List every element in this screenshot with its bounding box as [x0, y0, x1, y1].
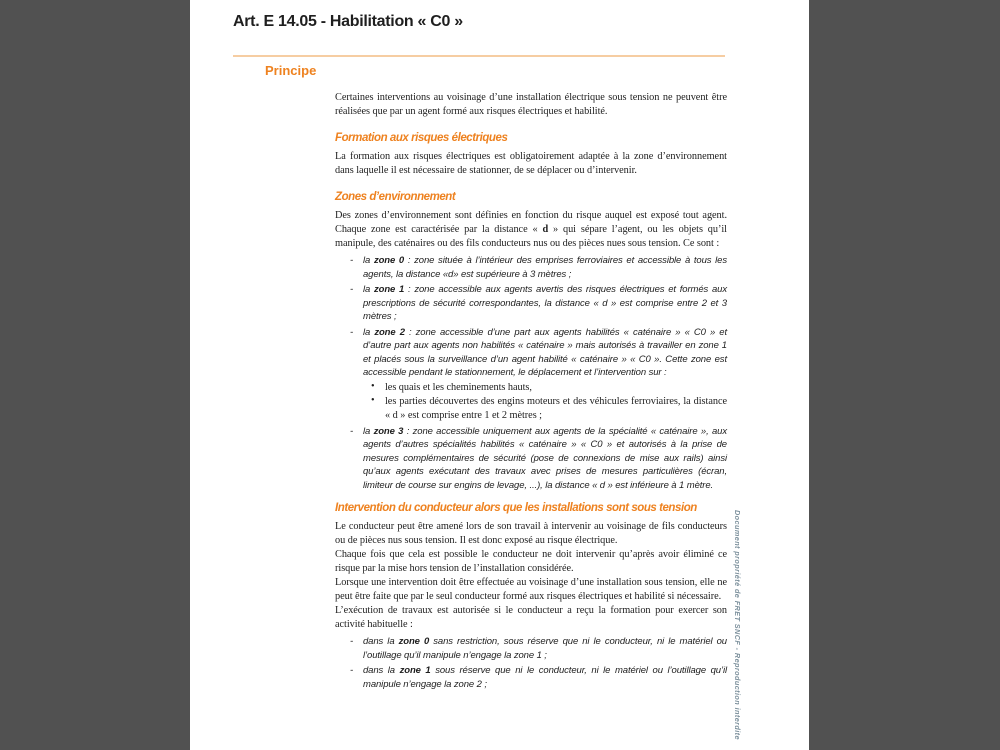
document-page — [190, 0, 809, 750]
zone-item-1-text: : zone accessible aux agents avertis des risques électriques et formés aux prescriptions de sécurité correspondantes, la distance « d » est comprise entre 2 et 3 mètres ; — [363, 284, 728, 322]
conductor-zone-item-1-term: zone 1 — [399, 665, 431, 677]
title-rule — [233, 55, 725, 57]
zone-item-0-text: : zone située à l’intérieur des emprises ferroviaires et accessible à tous les agents, la distance «d» est supérieure à 3 mètres ; — [363, 255, 727, 280]
heading-formation: Formation aux risques électriques — [335, 132, 508, 144]
conductor-zone-item-1 — [335, 664, 727, 691]
intervention-paragraph-3: L’exécution de travaux est autorisée si le conducteur a reçu la formation pour exercer son activité habituelle : — [335, 605, 727, 631]
zone-item-0-term: zone 0 — [373, 255, 405, 266]
zones-intro-after: » qui sépare l’agent, ou les objets qu’il manipule, des caténaires ou des fils conducteurs nus ou des pièces nues sous tension. Ce sont : — [335, 224, 727, 249]
conductor-zone-item-0-lead: dans la — [363, 636, 399, 648]
content-column — [335, 91, 727, 693]
intervention-paragraph-1: Chaque fois que cela est possible le conducteur ne doit intervenir qu’après avoir éliminé ce risque par la mise hors tension de l’installation considérée. — [335, 549, 727, 575]
zone-list — [335, 254, 727, 492]
conductor-zone-item-1-lead: dans la — [363, 665, 400, 677]
zone-item-0 — [335, 254, 727, 281]
zone2-sub-item-0: • les quais et les cheminements hauts, — [363, 381, 727, 395]
zone-item-3-text: : zone accessible uniquement aux agents de la spécialité « caténaire », aux agents d’autres spécialités habilités « caténaire » « C0 » et autorisés à la prise de mesures complémentaires de sécurité (pose de connexions de mise aux rails) ainsi qu’aux agents exécutant des travaux avec prises de mesures particulières (écran, limiteur de course sur engins de levage, ...), la distance « d » est inférieure à 1 mètre. — [363, 425, 728, 491]
conductor-zone-item-0-term: zone 0 — [398, 636, 430, 648]
conductor-zone-item-0-text: sans restriction, sous réserve que ni le conducteur, ni le matériel ou l’outillage qu’il manipule n’engage la zone 1 ; — [363, 636, 727, 661]
zones-intro-before: Des zones d’environnement sont définies en fonction du risque auquel est exposé tout agent. Chaque zone est caractérisée par la distance « — [335, 210, 727, 235]
zone-item-1 — [335, 283, 727, 324]
zones-intro-bold-d: d — [542, 224, 549, 235]
page-title: Art. E 14.05 - Habilitation « C0 » — [233, 13, 463, 30]
section-heading-principe: Principe — [265, 63, 317, 78]
zone-item-2 — [335, 326, 727, 423]
heading-intervention: Intervention du conducteur alors que les installations sont sous tension — [335, 502, 697, 515]
zone-item-0-lead: la — [363, 255, 374, 266]
zone-item-3-lead: la — [363, 425, 374, 437]
zone-item-3-term: zone 3 — [373, 425, 404, 437]
heading-zones: Zones d’environnement — [335, 191, 456, 203]
zone-item-1-lead: la — [363, 284, 374, 295]
formation-paragraph: La formation aux risques électriques est obligatoirement adaptée à la zone d’environnement dans laquelle il est nécessaire de stationner, de se déplacer ou d’intervenir. — [335, 151, 727, 176]
intro-paragraph: Certaines interventions au voisinage d’une installation électrique sous tension ne peuvent être réalisées que par un agent formé aux risques électriques et habilité. — [335, 92, 727, 117]
conductor-zone-item-1-text: sous réserve que ni le conducteur, ni le matériel ou l’outillage qu’il manipule n’engage la zone 2 ; — [363, 665, 728, 690]
zone-item-2-text: : zone accessible d’une part aux agents habilités « caténaire » « C0 » et d’autre part aux agents non habilités « caténaire » mais autorisés à travailler en zone 1 et placés sous la surveillance d’un agent habilité « caténaire » « C0 ». Cette zone est accessible pendant le stationnement, le déplacement et l’intervention sur : — [363, 326, 727, 378]
zone-item-3 — [335, 425, 727, 493]
zone-item-2-term: zone 2 — [374, 326, 405, 338]
sidebar-ownership-note: Document propriété de FRET SNCF - Reproduction interdite — [733, 510, 742, 740]
intervention-paragraph-2: Lorsque une intervention doit être effectuée au voisinage d’une installation sous tension, elle ne peut être faite que par le seul conducteur formé aux risques électriques et habilité si nécessaire. — [335, 577, 727, 603]
zone-item-1-term: zone 1 — [374, 284, 405, 295]
conductor-zone-list — [335, 635, 727, 691]
zone-item-2-lead: la — [363, 326, 375, 338]
zone2-sub-list — [363, 381, 727, 423]
conductor-zone-item-0 — [335, 635, 727, 662]
intervention-paragraph-0: Le conducteur peut être amené lors de son travail à intervenir au voisinage de fils conducteurs ou de pièces nus sous tension. Il est donc exposé au risque électrique. — [335, 521, 727, 547]
zones-intro-paragraph — [335, 209, 727, 251]
zone2-sub-item-1: • les parties découvertes des engins moteurs et des véhicules ferroviaires, la distance « d » est comprise entre 1 et 2 mètres ; — [363, 395, 727, 423]
